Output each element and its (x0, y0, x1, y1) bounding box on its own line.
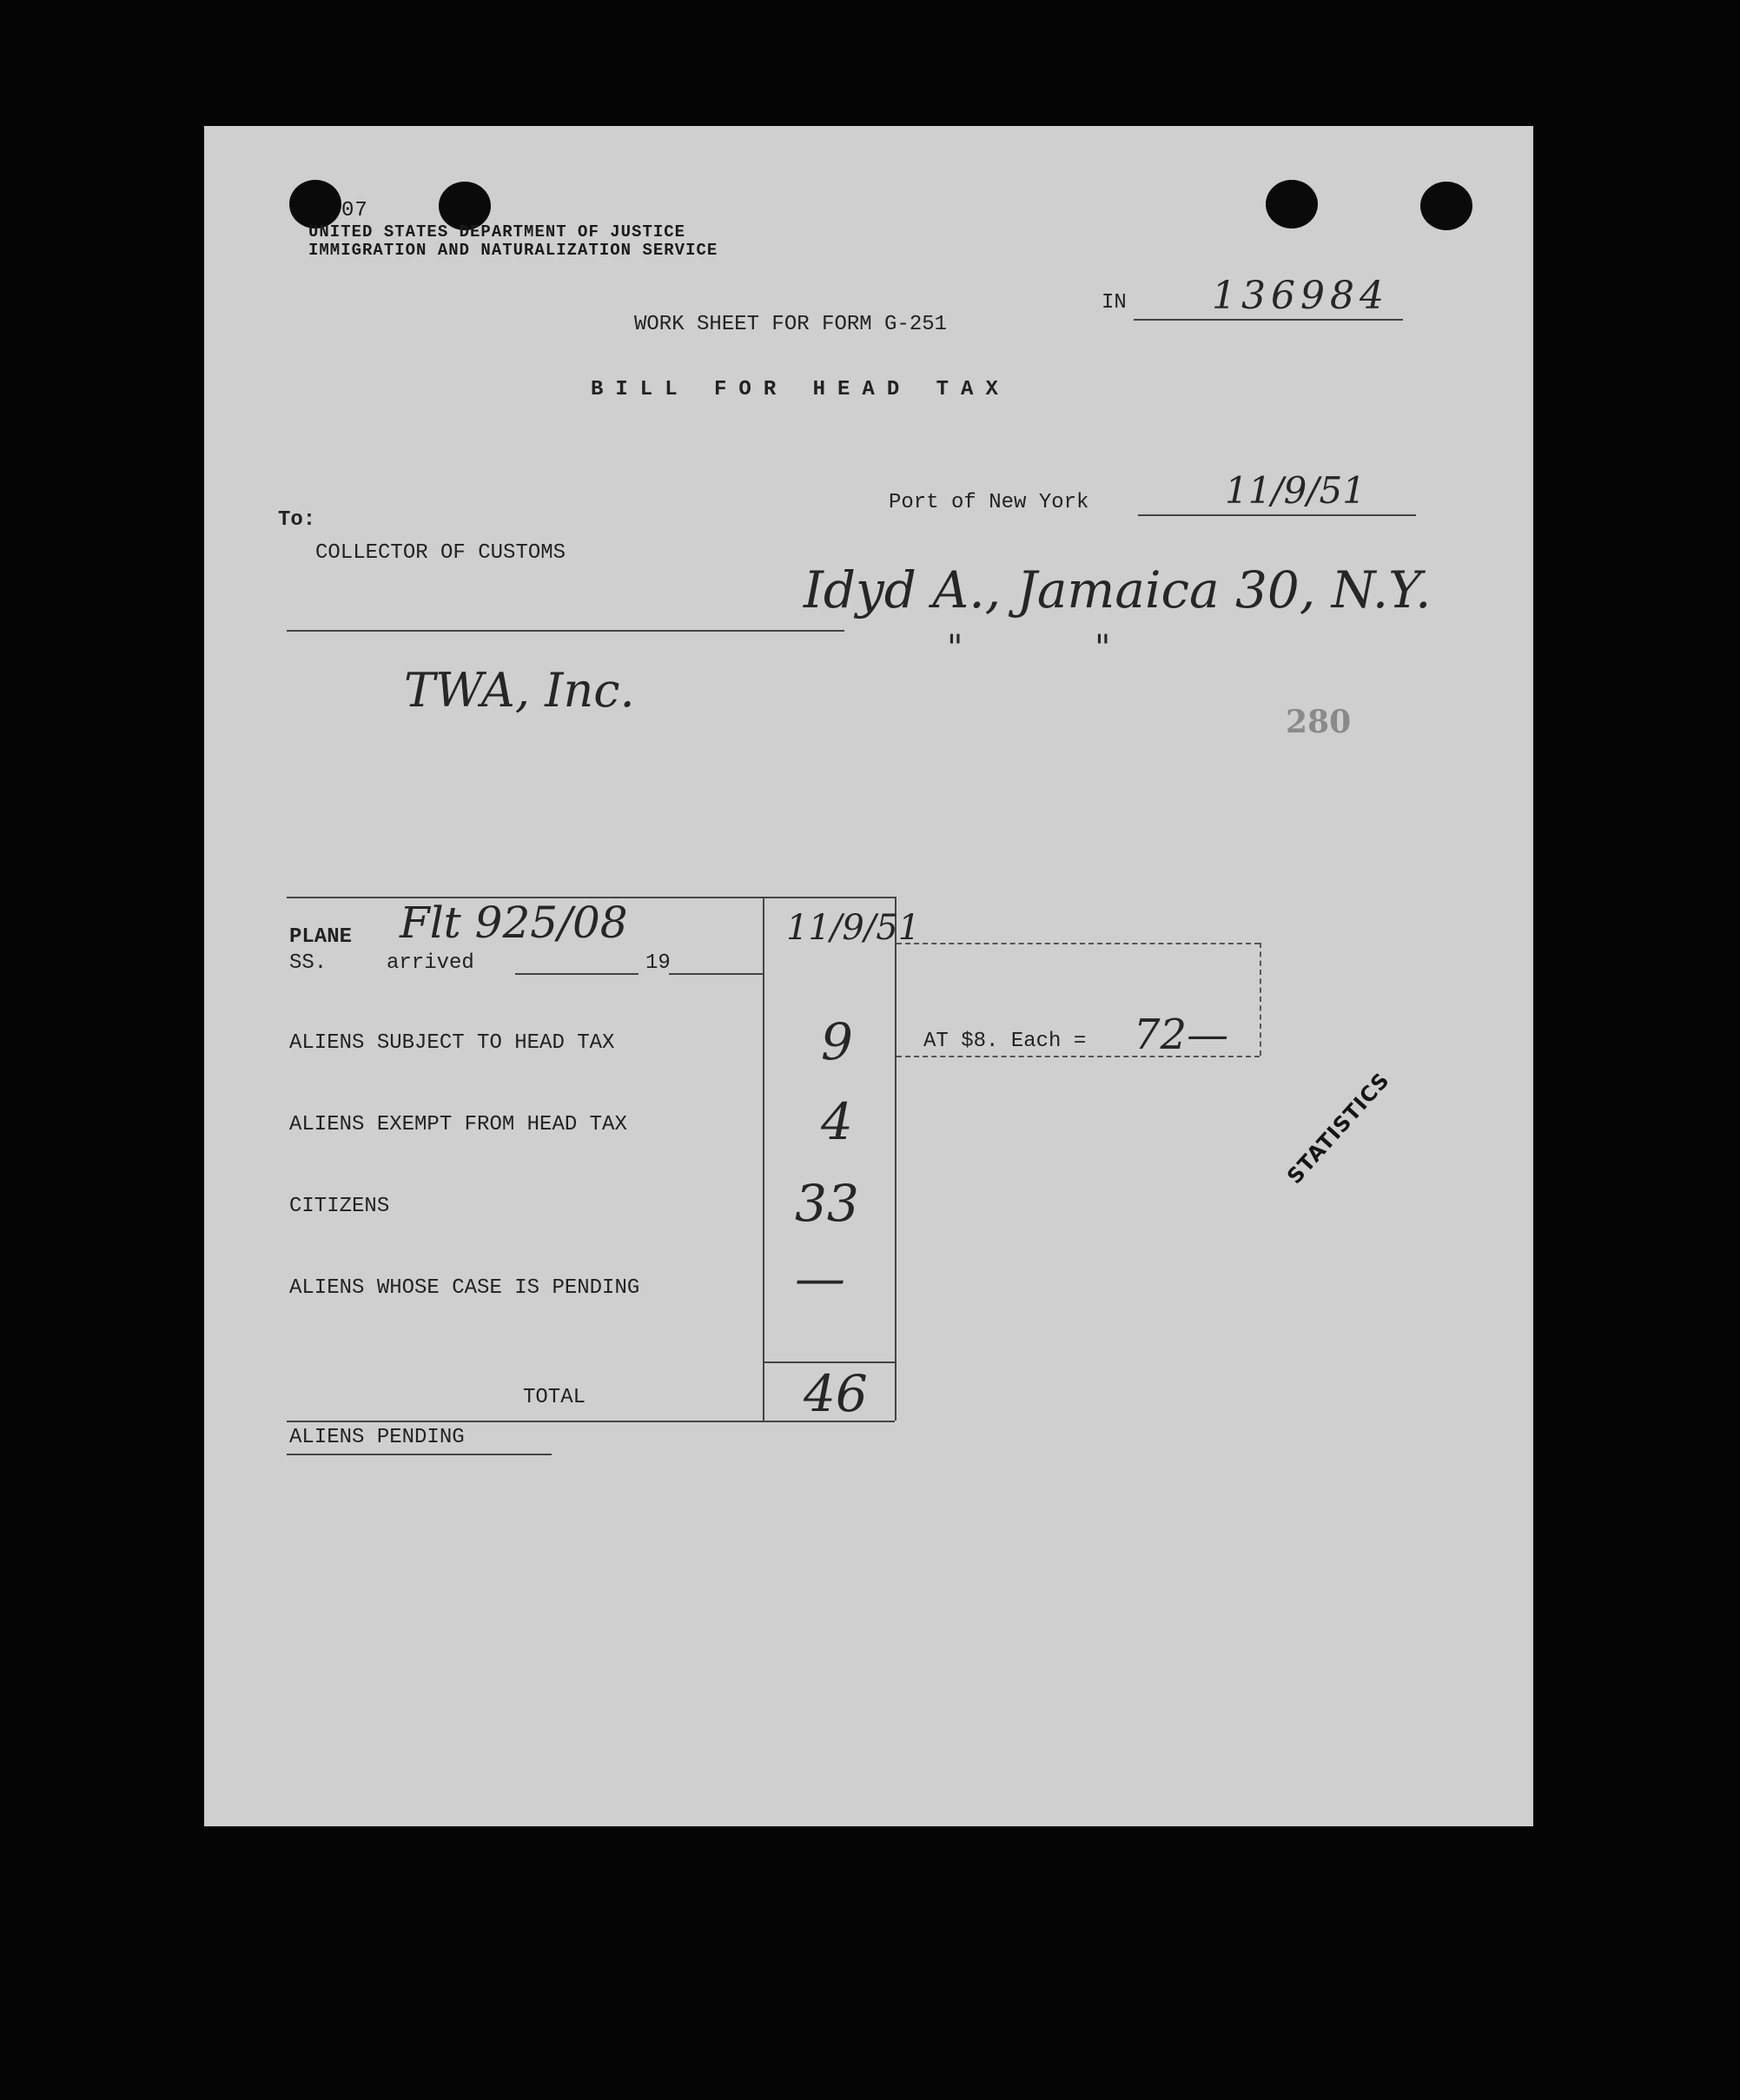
in-label: IN (1102, 291, 1127, 315)
addressee-name: COLLECTOR OF CUSTOMS (315, 541, 566, 565)
plane-row-line (669, 973, 763, 975)
form-number: 07 (341, 199, 368, 222)
punch-hole-4 (1420, 182, 1472, 230)
aliens-pending-line (287, 1454, 552, 1455)
punch-hole-3 (1266, 180, 1318, 229)
total-value: 46 (804, 1364, 868, 1423)
document-page (204, 126, 1533, 1826)
ss-label: SS. (289, 951, 327, 975)
row-value-exempt: 4 (821, 1092, 853, 1151)
ditto-mark-2: " (1095, 628, 1111, 668)
row-value-subject: 9 (821, 1012, 853, 1071)
form-subtitle: BILL FOR HEAD TAX (591, 378, 1010, 401)
tax-label: AT $8. Each = (923, 1030, 1087, 1053)
year-prefix: 19 (645, 951, 671, 975)
row-label-citizens: CITIZENS (289, 1195, 390, 1218)
total-divider (763, 1361, 895, 1363)
row-value-citizens: 33 (795, 1174, 859, 1233)
plane-value: Flt 925/08 (400, 898, 628, 948)
in-number: 136984 (1212, 274, 1389, 318)
statistics-stamp: STATISTICS (1282, 1068, 1395, 1189)
port-date-line (1138, 514, 1416, 516)
row-label-subject: ALIENS SUBJECT TO HEAD TAX (289, 1031, 615, 1055)
row-label-exempt: ALIENS EXEMPT FROM HEAD TAX (289, 1113, 627, 1136)
tax-box-top (896, 943, 1260, 944)
agency-line-1: UNITED STATES DEPARTMENT OF JUSTICE (308, 222, 686, 242)
in-number-line (1134, 319, 1403, 321)
punch-hole-1 (289, 180, 341, 229)
row-value-pending: — (795, 1249, 845, 1308)
table-divider (763, 897, 764, 1421)
agency-line-2: IMMIGRATION AND NATURALIZATION SERVICE (308, 241, 718, 260)
tax-amount: 72— (1134, 1010, 1229, 1059)
stamp-number: 280 (1286, 704, 1352, 740)
addressee-line (287, 630, 844, 632)
plane-label: PLANE (289, 925, 353, 949)
port-date: 11/9/51 (1225, 469, 1366, 512)
to-label: To: (278, 508, 316, 532)
handwritten-location: Idyd A., Jamaica 30, N.Y. (804, 560, 1432, 619)
total-label: TOTAL (523, 1386, 586, 1409)
table-right-border (895, 897, 896, 1421)
handwritten-carrier: TWA, Inc. (404, 663, 635, 718)
arrival-date: 11/9/51 (786, 908, 921, 948)
port-label: Port of New York (889, 491, 1089, 514)
arrived-label: arrived (387, 951, 474, 975)
arrival-line (515, 973, 638, 975)
ditto-mark-1: " (947, 628, 963, 668)
row-label-pending: ALIENS WHOSE CASE IS PENDING (289, 1276, 640, 1300)
form-title: WORK SHEET FOR FORM G-251 (634, 313, 948, 336)
tax-box-right (1260, 943, 1261, 1056)
aliens-pending-label: ALIENS PENDING (289, 1426, 465, 1449)
